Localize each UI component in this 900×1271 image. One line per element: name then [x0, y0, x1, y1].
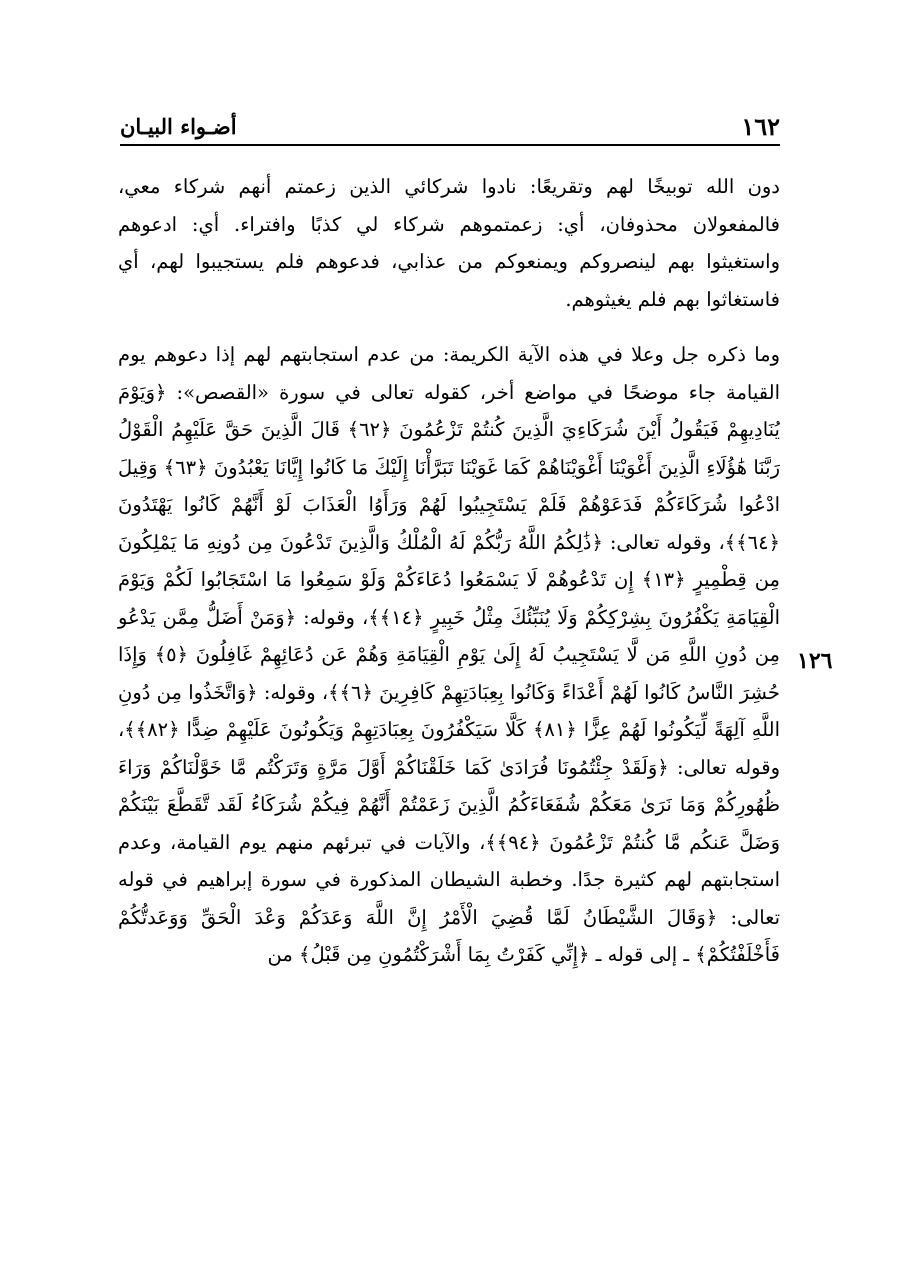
running-title: أضـواء البيـان — [120, 113, 237, 139]
body-text — [118, 168, 780, 974]
paragraph-1: دون الله توبيخًا لهم وتقريعًا: نادوا شركائي الذين زعمتم أنهم شركاء معي، فالمفعولان محذوفان، أي: زعمتموهم شركاء لي كذبًا وافتراء. أي: ادعوهم واستغيثوا بهم لينصروكم ويمنعوكم من عذابي، فدعوهم فلم يستجيبوا لهم، أي فاستغاثوا بهم فلم يغيثوهم. — [118, 175, 780, 311]
page-header — [120, 108, 780, 146]
page-number: ١٦٢ — [741, 111, 780, 141]
paragraph-2: وما ذكره جل وعلا في هذه الآية الكريمة: من عدم استجابتهم لهم إذا دعوهم يوم القيامة جاء موضحًا في مواضع أخر، كقوله تعالى في سورة «القصص»: ﴿وَيَوْمَ يُنَادِيهِمْ فَيَقُولُ أَيْنَ شُرَكَاءِيَ الَّذِينَ كُنتُمْ تَزْعُمُونَ ﴿٦٢﴾ قَالَ الَّذِينَ حَقَّ عَلَيْهِمُ الْقَوْلُ رَبَّنَا هَٰؤُلَاءِ الَّذِينَ أَغْوَيْنَا أَغْوَيْنَاهُمْ كَمَا غَوَيْنَا تَبَرَّأْنَا إِلَيْكَ مَا كَانُوا إِيَّانَا يَعْبُدُونَ ﴿٦٣﴾ وَقِيلَ ادْعُوا شُرَكَاءَكُمْ فَدَعَوْهُمْ فَلَمْ يَسْتَجِيبُوا لَهُمْ وَرَأَوُا الْعَذَابَ لَوْ أَنَّهُمْ كَانُوا يَهْتَدُونَ ﴿٦٤﴾﴾، وقوله تعالى: ﴿ذَٰلِكُمُ اللَّهُ رَبُّكُمْ لَهُ الْمُلْكُ وَالَّذِينَ تَدْعُونَ مِن دُونِهِ مَا يَمْلِكُونَ مِن قِطْمِيرٍ ﴿١٣﴾ إِن تَدْعُوهُمْ لَا يَسْمَعُوا دُعَاءَكُمْ وَلَوْ سَمِعُوا مَا اسْتَجَابُوا لَكُمْ وَيَوْمَ الْقِيَامَةِ يَكْفُرُونَ بِشِرْكِكُمْ وَلَا يُنَبِّئُكَ مِثْلُ خَبِيرٍ ﴿١٤﴾﴾، وقوله: ﴿وَمَنْ أَضَلُّ مِمَّن يَدْعُو مِن دُونِ اللَّهِ مَن لَّا يَسْتَجِيبُ لَهُ إِلَىٰ يَوْمِ الْقِيَامَةِ وَهُمْ عَن دُعَائِهِمْ غَافِلُونَ ﴿٥﴾ وَإِذَا حُشِرَ النَّاسُ كَانُوا لَهُمْ أَعْدَاءً وَكَانُوا بِعِبَادَتِهِمْ كَافِرِينَ ﴿٦﴾﴾، وقوله: ﴿وَاتَّخَذُوا مِن دُونِ اللَّهِ آلِهَةً لِّيَكُونُوا لَهُمْ عِزًّا ﴿٨١﴾ كَلَّا سَيَكْفُرُونَ بِعِبَادَتِهِمْ وَيَكُونُونَ عَلَيْهِمْ ضِدًّا ﴿٨٢﴾﴾، وقوله تعالى: ﴿وَلَقَدْ جِئْتُمُونَا فُرَادَىٰ كَمَا خَلَقْنَاكُمْ أَوَّلَ مَرَّةٍ وَتَرَكْتُم مَّا خَوَّلْنَاكُمْ وَرَاءَ ظُهُورِكُمْ وَمَا نَرَىٰ مَعَكُمْ شُفَعَاءَكُمُ الَّذِينَ زَعَمْتُمْ أَنَّهُمْ فِيكُمْ شُرَكَاءُ لَقَد تَّقَطَّعَ بَيْنَكُمْ وَضَلَّ عَنكُم مَّا كُنتُمْ تَزْعُمُونَ ﴿٩٤﴾﴾، والآيات في تبرئهم منهم يوم القيامة، وعدم استجابتهم لهم كثيرة جدًا. وخطبة الشيطان المذكورة في سورة إبراهيم في قوله تعالى: ﴿وَقَالَ الشَّيْطَانُ لَمَّا قُضِيَ الْأَمْرُ إِنَّ اللَّهَ وَعَدَكُمْ وَعْدَ الْحَقِّ وَوَعَدتُّكُمْ فَأَخْلَفْتُكُمْ﴾ ـ إلى قوله ـ ﴿إِنِّي كَفَرْتُ بِمَا أَشْرَكْتُمُونِ مِن قَبْلُ﴾ من — [118, 343, 780, 966]
margin-page-number: ١٢٦ — [797, 648, 833, 674]
